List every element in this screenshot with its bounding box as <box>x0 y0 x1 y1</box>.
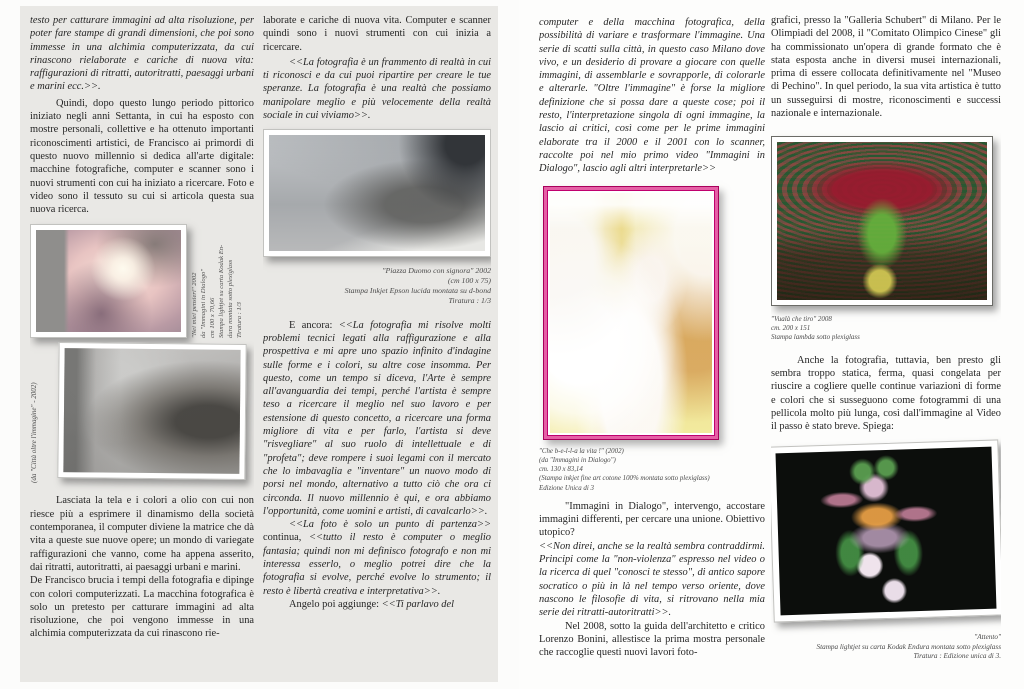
paragraph: Nel 2008, sotto la guida dell'architetto e critico Lorenzo Bonini, allestisce la prima mostra personale che raccoglie questi nuovi lavori foto- <box>539 620 765 659</box>
caption-block <box>539 447 765 493</box>
vuala-che-tiro-image <box>777 142 987 300</box>
paragraph-quote: computer e della macchina fotografica, della possibilità di variare e trasformare l'immagine. Una serie di scatti sulla città, in questo caso Milano dove vivo, e un desiderio di provare a giocare con quelle immagini, di assemblarle e sovrapporle, di colorarle e alterarle. "Oltre l'immagine" è forse la migliore definizione che si possa dare a queste cose; poi il resto, l'interpretazione singola di ogni immagine, la lascio ai critici, così come per le prime immagini elaborate tra il 2000 e il 2001 con lo scanner, raccolte poi nel mio primo video "Immagini in Dialogo", lascio agli altri interpretarle>> <box>539 17 765 175</box>
paragraph-quote: testo per catturare immagini ad alta risoluzione, per poter fare stampe di grandi dimensioni, che poi sono immesse in una alchimia computerizzata, da cui rinascono rielaborate e cariche di nuova vita: raffigurazioni di ritratti, autoritratti, paesaggi urbani e marini ecc.>>. <box>30 15 254 93</box>
caption-line: Tiratura : 1/3 <box>448 295 491 305</box>
artwork-row <box>30 343 254 483</box>
photo-frame <box>263 129 491 257</box>
photo-frame <box>771 439 1001 622</box>
text-lead: continua, <box>263 532 309 544</box>
caption-line: Tiratura : Edizione unica di 3. <box>913 652 1001 661</box>
rotated-caption <box>30 343 58 483</box>
paragraph: grafici, presso la "Galleria Schubert" di Milano. Per le Olimpiadi del 2008, il "Comitato Olimpico Cinese" gli ha commissionato un'opera di grande formato che è stata esposta anche in diversi musei internazionali, prima di essere collocata definitivamente nel "Museo di Pechino". In quel periodo, la sua vita artistica è tutto un susseguirsi di mostre, riconoscimenti e successi nazionale e internazionale. <box>771 15 1001 120</box>
artwork-block <box>543 186 765 444</box>
caption-line: (Stampa inkjet fine art cotone 100% montata sotto plexiglass) <box>539 475 710 483</box>
paragraph: Lasciata la tela e i colori a olio con cui non riesce più a esprimere il dinamismo della società contemporanea, il computer diviene la matrice che dà vita a queste sue nuove opere; un mondo di variegate raffigurazioni che vanno, come ha appena asserito, dai ritratti, autoritratti, ai paesaggi urbani e marini. <box>30 495 254 573</box>
text-quote: <<tutto il resto è computer o meglio fantasia; quindi non mi definisco fotografo e non mi interessa esserlo, o meglio potrei dire che la fotografia si evolve, perché evolve lo strumento; il resto è libertà creativa e interpretativa>>. <box>263 532 491 597</box>
attento-image <box>776 446 997 615</box>
text-lead: E ancora: <box>289 319 339 331</box>
paragraph-quote: <<La fotografia è un frammento di realtà in cui ti riconosci e da cui puoi ripartire per creare le tue speranze. La fotografia è una realtà che possiamo manipolare meglio e più velocemente della realtà sociale in cui viviamo>>. <box>263 56 491 122</box>
caption-line: "Vualà che tiro" 2008 <box>771 314 832 323</box>
caption-line: (da "Città oltre l'immagine" - 2002) <box>30 382 38 484</box>
text-lead: Angelo poi aggiunge: <box>289 598 382 610</box>
paragraph-quote: <<Non direi, anche se la realtà sembra contraddirmi. Principi come la "non-violenza" espresso nel video o la ricerca di quel "conosci te stesso", di antico sapore socratico o più in là nel tempo verso oriente, dove nascono le filosofie di vita, si ritrovano nella mia serie dei ritratti-autoritratti>>. <box>539 540 765 619</box>
caption-line: Stampa lightjet su carta Kodak Endura montata sotto plexiglass <box>816 642 1001 651</box>
rotated-caption <box>190 224 252 338</box>
piazza-duomo-image <box>269 135 485 251</box>
che-bella-la-vita-image <box>550 193 712 433</box>
caption-line: "Attento" <box>974 632 1001 641</box>
caption-line: (da "Immagini in Dialogo") <box>539 457 616 465</box>
paragraph: Anche la fotografia, tuttavia, ben presto gli sembra troppo statica, ferma, quasi congelata per riuscire a cogliere quelle continue variazioni di forme e colori che si susseguono come fotogrammi di una pellicola molto più lunga, così dall'immagine al Video il passo è stato breve. Spiega: <box>771 354 1001 433</box>
caption-line: "Che b-e-l-l-a la vita !" (2002) <box>539 447 624 455</box>
column-2 <box>263 14 491 676</box>
artwork-row <box>30 224 254 338</box>
citta-oltre-immagine-image <box>63 349 240 475</box>
column-1 <box>30 14 254 676</box>
photo-frame <box>771 136 993 306</box>
text-quote: <<Ti parlavo del <box>381 598 454 610</box>
paragraph <box>263 319 491 518</box>
caption-line: dura montata sotto plexiglass <box>227 260 234 339</box>
paragraph: "Immagini in Dialogo", intervengo, accostare immagini differenti, per cercare una unione. Obiettivo utopico? <box>539 500 765 539</box>
caption-line: cm 100 x 70,66 <box>209 298 216 339</box>
caption-line: Stampa lightjet su carta Kodak En- <box>218 245 225 339</box>
caption-block <box>771 633 1001 662</box>
caption-line: Stampa Inkjet Epson lucida montata su d-bond <box>344 285 491 295</box>
caption-line: da "Immagini in Dialogo" <box>200 269 207 339</box>
caption-line: "Piazza Duomo con signora" 2002 <box>382 265 491 275</box>
caption-block <box>771 315 1001 343</box>
caption-line: Stampa lambda sotto plexiglass <box>771 333 860 342</box>
caption-line: "Nei miei pensieri" 2002 <box>191 273 198 339</box>
caption-line: (cm 100 x 75) <box>447 275 491 285</box>
text-quote: <<La foto è solo un punto di partenza>> <box>289 519 491 531</box>
paragraph: De Francisco brucia i tempi della fotografia e dipinge con colori computerizzati. La macchina fotografica è solo un pretesto per catturare immagini ad alta risoluzione, che poi vengono immesse in una alchimia computerizzata da cui rinascono rie- <box>30 575 254 640</box>
column-3 <box>539 16 765 684</box>
caption-block <box>263 266 491 306</box>
caption-line: Edizione Unica di 3 <box>539 484 594 492</box>
pink-photo-frame-inner <box>547 190 715 436</box>
column-4 <box>771 14 1001 686</box>
paragraph: laborate e cariche di nuova vita. Computer e scanner quindi sono i nuovi strumenti con cui inizia a ricercare. <box>263 15 491 53</box>
paragraph <box>263 518 491 598</box>
caption-line: Tiratura : 1/3 <box>236 302 243 339</box>
paragraph <box>263 598 491 611</box>
caption-line: cm. 130 x 83,14 <box>539 466 583 474</box>
caption-line: cm. 200 x 151 <box>771 324 811 333</box>
pink-photo-frame <box>543 186 719 440</box>
nei-miei-pensieri-image <box>36 230 181 332</box>
photo-frame <box>57 342 246 480</box>
paragraph: Quindi, dopo questo lungo periodo pittorico iniziato negli anni Settanta, in cui ha esposto con mostre personali, collettive e ha ottenuto importanti riconoscimenti artistici, de Francisco ai primordi di questo nuovo millennio si dedica all'arte digitale: macchine fotografiche, computer e scanner sono i nuovi strumenti con cui ha iniziato a ricercare. Foto e video sono il tessuto su cui si articola questa sua nuova ricerca. <box>30 97 254 216</box>
text-quote: <<La fotografia mi risolve molti problemi tecnici legati alla raffigurazione e alla prospettiva e mi apre uno spazio infinito d'indagine sulle forme e i colori, su altre cose insomma. Per questo, come un tempo si diceva, l'Arte è sempre all'avanguardia dei tempi, perché l'artista è sempre teso a ricercare il meglio nel suo lavoro e per estensione di questo concetto, a ricercare una forma migliore di vita e per farlo, l'artista si deve "risvegliare" al suo ruolo di intellettuale e di "profeta"; deve rompere i suoi legami con il mercato che lo imbavaglia e "inventare" un nuovo modo di porsi nel mondo, alternativo a tutto ciò che ora ci circonda. Il nuovo millennio è qui, e ora abbiamo l'opportunità, come uomini e artisti, di cavalcarlo>>. <box>263 319 491 517</box>
photo-frame <box>30 224 187 338</box>
